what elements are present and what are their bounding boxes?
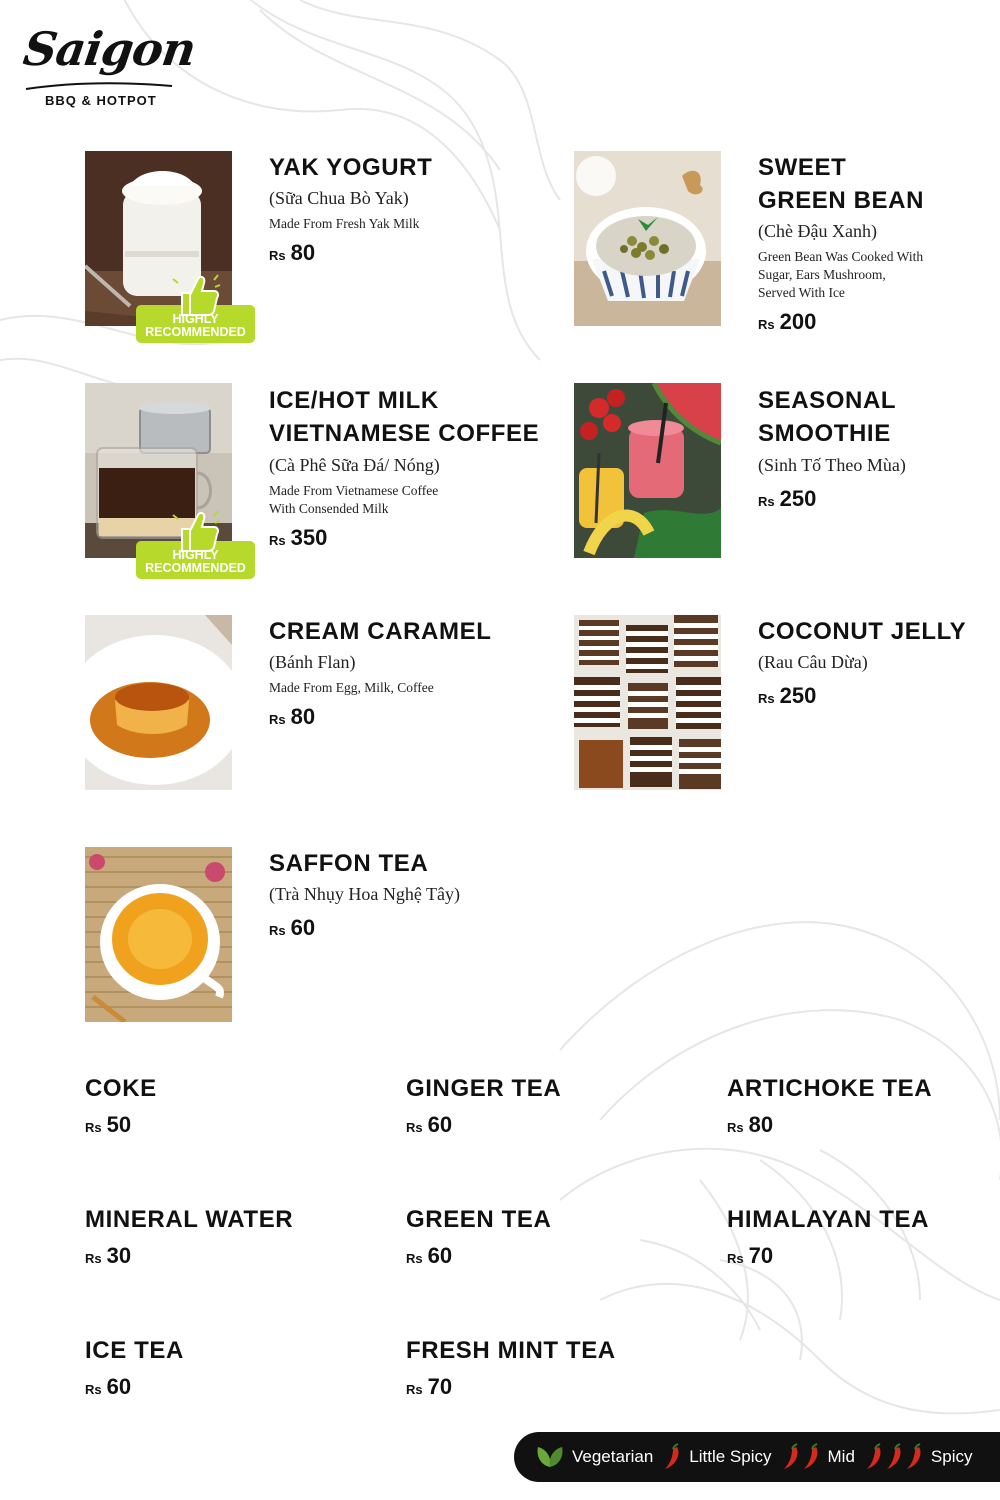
highly-recommended-badge: HIGHLY RECOMMENDED	[136, 507, 255, 579]
chili-icon	[802, 1443, 822, 1471]
saffron-tea-photo	[85, 847, 232, 1022]
drink-name: MINERAL WATER	[85, 1206, 294, 1233]
item-price: Rs 80	[269, 240, 316, 265]
item-vietnamese-name: (Cà Phê Sữa Đá/ Nóng)	[269, 455, 440, 475]
drink-name: HIMALAYAN TEA	[727, 1206, 930, 1233]
item-name: SAFFON TEA	[269, 850, 429, 877]
jelly-photo	[574, 615, 721, 790]
chili-icon	[885, 1443, 905, 1471]
item-price: Rs 80	[269, 704, 316, 729]
drink-name: ICE TEA	[85, 1337, 184, 1364]
drink-price: Rs 80	[727, 1112, 774, 1137]
flan-photo	[85, 615, 232, 790]
drink-name: COKE	[85, 1075, 157, 1102]
item-price: Rs 60	[269, 915, 316, 940]
item-name: CREAM CARAMEL	[269, 618, 492, 645]
logo-swash	[24, 80, 174, 92]
item-vietnamese-name: (Sinh Tố Theo Mùa)	[758, 455, 906, 475]
drink-price: Rs 60	[406, 1112, 453, 1137]
item-description: Green Bean Was Cooked With Sugar, Ears Mushroom, Served With Ice	[758, 249, 924, 300]
thumbs-up-icon	[170, 271, 222, 317]
drink-price: Rs 70	[727, 1243, 774, 1268]
item-price: Rs 250	[758, 683, 817, 708]
item-description: Made From Vietnamese Coffee With Consended Milk	[269, 483, 439, 516]
thumbs-up-icon	[170, 507, 222, 553]
item-price: Rs 200	[758, 309, 817, 334]
chili-icon	[905, 1443, 925, 1471]
drink-price: Rs 60	[85, 1374, 132, 1399]
item-description: Made From Egg, Milk, Coffee	[269, 680, 434, 695]
item-name: COCONUT JELLY	[758, 618, 967, 645]
item-vietnamese-name: (Sữa Chua Bò Yak)	[269, 188, 409, 208]
leaf-icon	[534, 1445, 566, 1469]
item-vietnamese-name: (Chè Đậu Xanh)	[758, 221, 877, 241]
item-name: SWEET GREEN BEAN	[758, 154, 925, 214]
drink-name: GINGER TEA	[406, 1075, 562, 1102]
chili-icon	[663, 1443, 683, 1471]
drink-price: Rs 30	[85, 1243, 132, 1268]
logo-script: Saigon	[20, 22, 199, 76]
drink-name: GREEN TEA	[406, 1206, 552, 1233]
item-price: Rs 350	[269, 525, 328, 550]
logo-subtitle: BBQ & HOTPOT	[45, 93, 157, 108]
legend-spicy: Spicy	[865, 1443, 973, 1471]
item-name: SEASONAL SMOOTHIE	[758, 387, 897, 447]
item-description: Made From Fresh Yak Milk	[269, 216, 420, 231]
drink-price: Rs 60	[406, 1243, 453, 1268]
legend-mid: Mid	[782, 1443, 855, 1471]
item-price: Rs 250	[758, 486, 817, 511]
restaurant-logo	[20, 22, 199, 112]
legend-little-spicy: Little Spicy	[663, 1443, 771, 1471]
drink-price: Rs 50	[85, 1112, 132, 1137]
green-bean-photo	[574, 151, 721, 326]
item-vietnamese-name: (Rau Câu Dừa)	[758, 652, 868, 672]
item-name: ICE/HOT MILK VIETNAMESE COFFEE	[269, 387, 540, 447]
chili-icon	[782, 1443, 802, 1471]
drink-name: ARTICHOKE TEA	[727, 1075, 933, 1102]
item-vietnamese-name: (Bánh Flan)	[269, 652, 356, 672]
highly-recommended-badge: HIGHLY RECOMMENDED	[136, 271, 255, 343]
item-vietnamese-name: (Trà Nhụy Hoa Nghệ Tây)	[269, 884, 460, 904]
drink-price: Rs 70	[406, 1374, 453, 1399]
item-name: YAK YOGURT	[269, 154, 433, 181]
legend-vegetarian: Vegetarian	[534, 1445, 653, 1469]
chili-icon	[865, 1443, 885, 1471]
smoothie-photo	[574, 383, 721, 558]
drink-name: FRESH MINT TEA	[406, 1337, 616, 1364]
dietary-legend	[514, 1432, 1000, 1482]
